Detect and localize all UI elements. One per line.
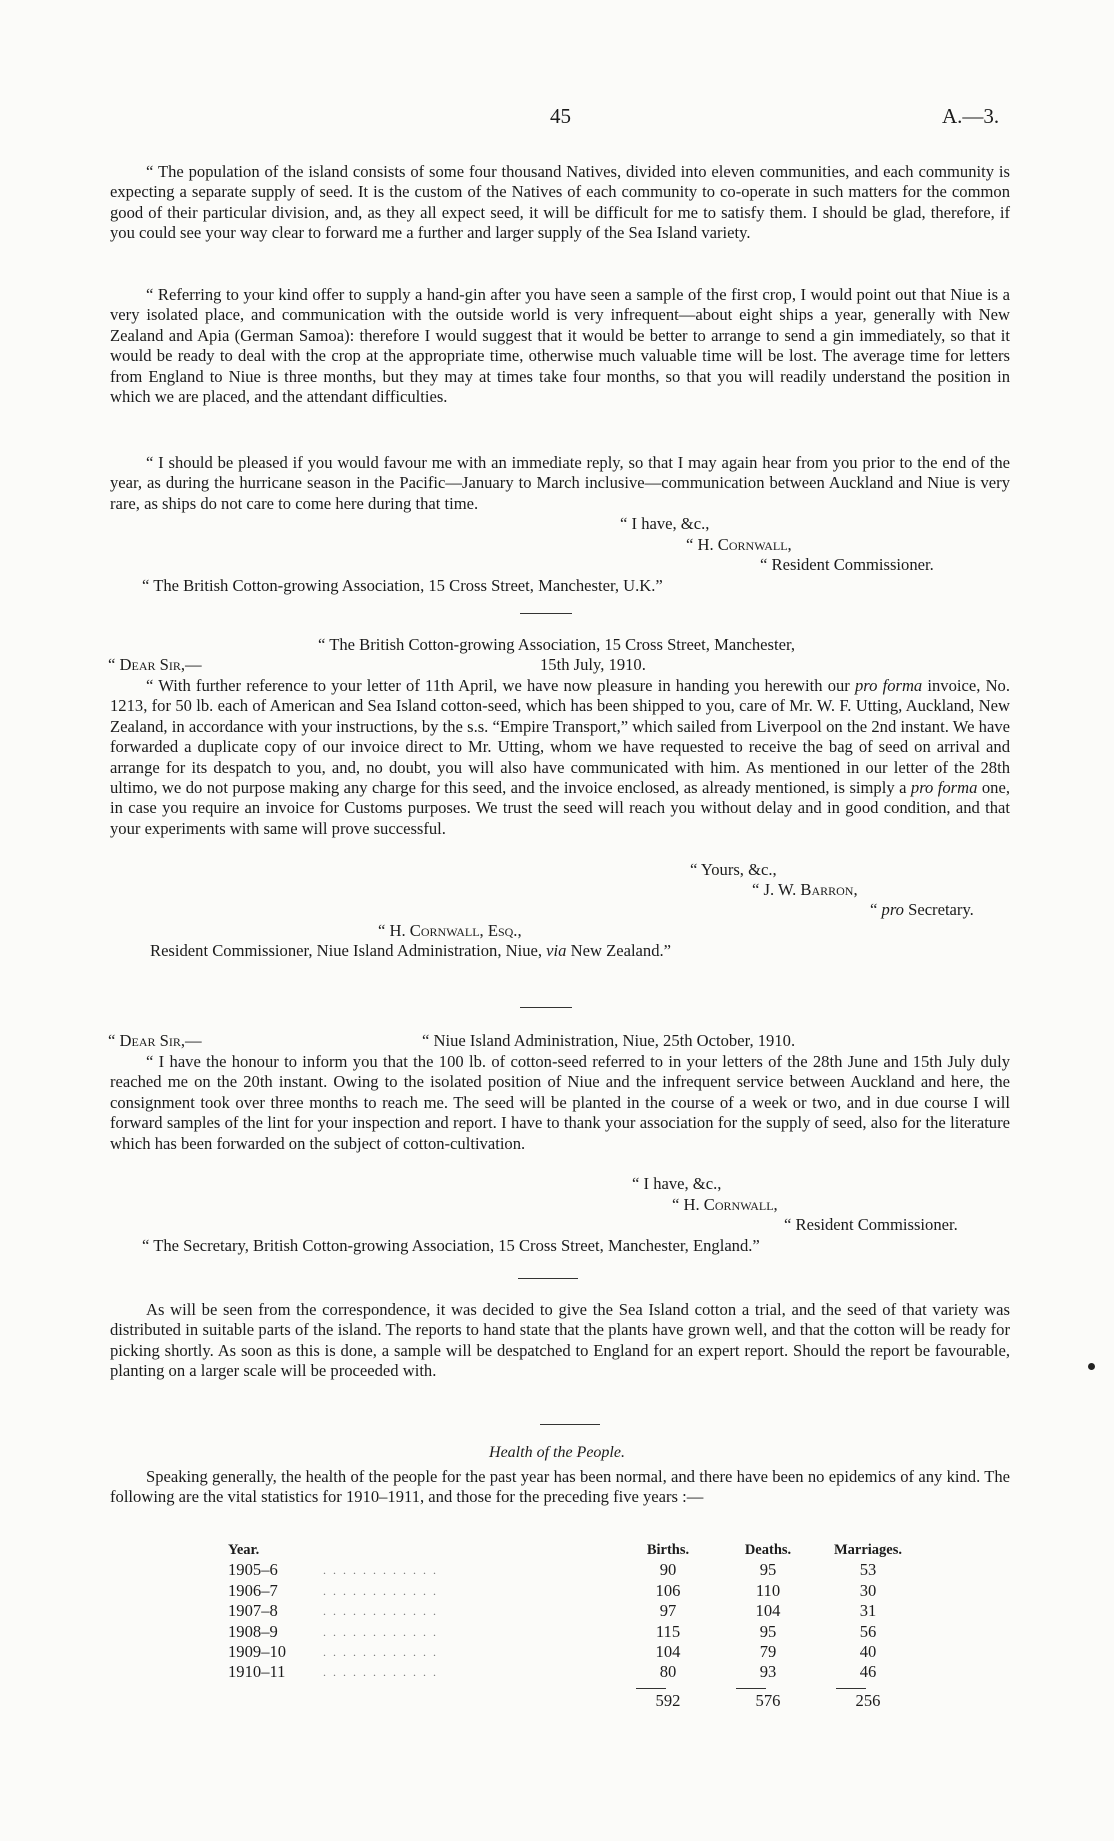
letter1-addressee: “ The British Cotton-growing Association, 15 Cross Street, Manchester, U.K.” (142, 576, 663, 595)
letter1-signer: “ H. Cornwall, (686, 535, 792, 554)
letter3-signer-title: “ Resident Commissioner. (784, 1215, 958, 1234)
table-row: 1906–7 . . . . . . . . . . . . 106 110 30 (228, 1580, 877, 1600)
health-heading: Health of the People. (489, 1444, 625, 1461)
totals-rule (736, 1688, 766, 1689)
table-row: 1910–11 . . . . . . . . . . . . 80 93 46 (228, 1662, 877, 1682)
letter1-paragraph-2: “ Referring to your kind offer to supply a hand-gin after you have seen a sample of the first crop, I would point out that Niue is a very isolated place, and communication with the outside world is very infrequent—about eight ships a year, generally with New Zealand and Apia (German Samoa): therefore I would suggest that it would be better to arrange to send a gin immediately, so that it would be ready to deal with the crop at the appropriate time, otherwise much valuable time will be lost. The average time for letters from England to Niue is three months, but they may at times take four months, so that you will readily understand the position in which we are placed, and the attendant difficulties. (110, 285, 1010, 407)
letter3-body: “ I have the honour to inform you that the 100 lb. of cotton-seed referred to in your letters of the 28th June and 15th July duly reached me on the 20th instant. Owing to the isolated position of Niue and the infrequent service between Auckland and here, the consignment took over three months to reach me. The seed will be planted in the course of a week or two, and in due course I will forward samples of the lint for your inspection and report. I have to thank your association for the supply of seed, also for the literature which has been forwarded on the subject of cotton-cultivation. (110, 1052, 1010, 1153)
letter3-address: “ Niue Island Administration, Niue, 25th October, 1910. (422, 1031, 796, 1050)
letter2-signer-title: “ pro Secretary. (870, 900, 974, 919)
table-row: 1905–6 . . . . . . . . . . . . 90 95 53 (228, 1560, 877, 1580)
totals-rule (836, 1688, 866, 1689)
letter2-address: “ The British Cotton-growing Association, 15 Cross Street, Manchester, (318, 635, 795, 654)
section-divider (518, 1278, 578, 1279)
document-reference: A.—3. (942, 104, 1000, 128)
letter1-closing: “ I have, &c., (620, 514, 710, 533)
letter1-paragraph-3: “ I should be pleased if you would favour me with an immediate reply, so that I may again hear from you prior to the end of the year, as during the hurricane season in the Pacific—January to March inclusive—communication between Auckland and Niue is very rare, as ships do not care to come here during that time. (110, 453, 1010, 513)
page-number: 45 (550, 104, 571, 128)
total-marriages: 256 (855, 1690, 881, 1710)
letter2-signer: “ J. W. Barron, (752, 880, 858, 899)
letter2-recipient-address: Resident Commissioner, Niue Island Administration, Niue, via New Zealand.” (150, 941, 672, 960)
letter3-salutation: “ Dear Sir,— (108, 1031, 202, 1050)
section-divider (520, 613, 572, 614)
letter1-signer-title: “ Resident Commissioner. (760, 555, 934, 574)
letter3-addressee: “ The Secretary, British Cotton-growing Association, 15 Cross Street, Manchester, England.” (142, 1236, 760, 1255)
total-deaths: 576 (755, 1690, 781, 1710)
letter2-closing: “ Yours, &c., (690, 860, 777, 879)
column-header-marriages: Marriages. (833, 1542, 903, 1558)
letter3-closing: “ I have, &c., (632, 1174, 722, 1193)
total-births: 592 (655, 1690, 681, 1710)
letter2-recipient-name: “ H. Cornwall, Esq., (378, 921, 522, 940)
vital-statistics-table (228, 1540, 918, 1711)
column-header-year: Year. (228, 1542, 260, 1558)
letter2-date: 15th July, 1910. (540, 655, 646, 674)
table-row: 1909–10 . . . . . . . . . . . . 104 79 40 (228, 1642, 877, 1662)
summary-paragraph: As will be seen from the correspondence, it was decided to give the Sea Island cotton a trial, and the seed of that variety was distributed in suitable parts of the island. The reports to hand state that the plants have grown well, and that the cotton will be ready for picking shortly. As soon as this is done, a sample will be despatched to England for an expert report. Should the report be favourable, planting on a larger scale will be proceeded with. (110, 1300, 1010, 1381)
column-header-births: Births. (646, 1542, 690, 1558)
table-header-row (228, 1540, 918, 1560)
section-divider (520, 1007, 572, 1008)
totals-rule (636, 1688, 666, 1689)
column-header-deaths: Deaths. (744, 1542, 792, 1558)
health-intro: Speaking generally, the health of the people for the past year has been normal, and there have been no epidemics of any kind. The following are the vital statistics for 1910–1911, and those for the preceding five years :— (110, 1467, 1010, 1507)
letter1-paragraph-1: “ The population of the island consists of some four thousand Natives, divided into eleven communities, and each community is expecting a separate supply of seed. It is the custom of the Natives of each community to co-operate in such matters for the common good of their particular division, and, as they all expect seed, it will be difficult for me to satisfy them. I should be glad, therefore, if you could see your way clear to forward me a further and larger supply of the Sea Island variety. (110, 162, 1010, 243)
section-divider (540, 1424, 600, 1425)
table-row: 1908–9 . . . . . . . . . . . . 115 95 56 (228, 1621, 877, 1641)
letter2-body: “ With further reference to your letter of 11th April, we have now pleasure in handing you herewith our pro forma invoice, No. 1213, for 50 lb. each of American and Sea Island cotton-seed, which has been shipped to you, care of Mr. W. F. Utting, Auckland, New Zealand, in accordance with your instructions, by the s.s. “Empire Transport,” which sailed from Liverpool on the 2nd instant. We have forwarded a duplicate copy of our invoice direct to Mr. Utting, whom we have requested to receive the bag of seed on arrival and arrange for its despatch to you, and, no doubt, you will also have communicated with him. As mentioned in our letter of the 28th ultimo, we do not purpose making any charge for this seed, and the invoice enclosed, as already mentioned, is simply a pro forma one, in case you require an invoice for Customs purposes. We trust the seed will reach you without delay and in good condition, and that your experiments with same will prove successful. (110, 676, 1010, 838)
table-totals-row (228, 1683, 918, 1711)
letter3-signer: “ H. Cornwall, (672, 1195, 778, 1214)
letter2-salutation: “ Dear Sir,— (108, 655, 202, 674)
margin-mark (1088, 1363, 1095, 1370)
table-row: 1907–8 . . . . . . . . . . . . 97 104 31 (228, 1601, 877, 1621)
